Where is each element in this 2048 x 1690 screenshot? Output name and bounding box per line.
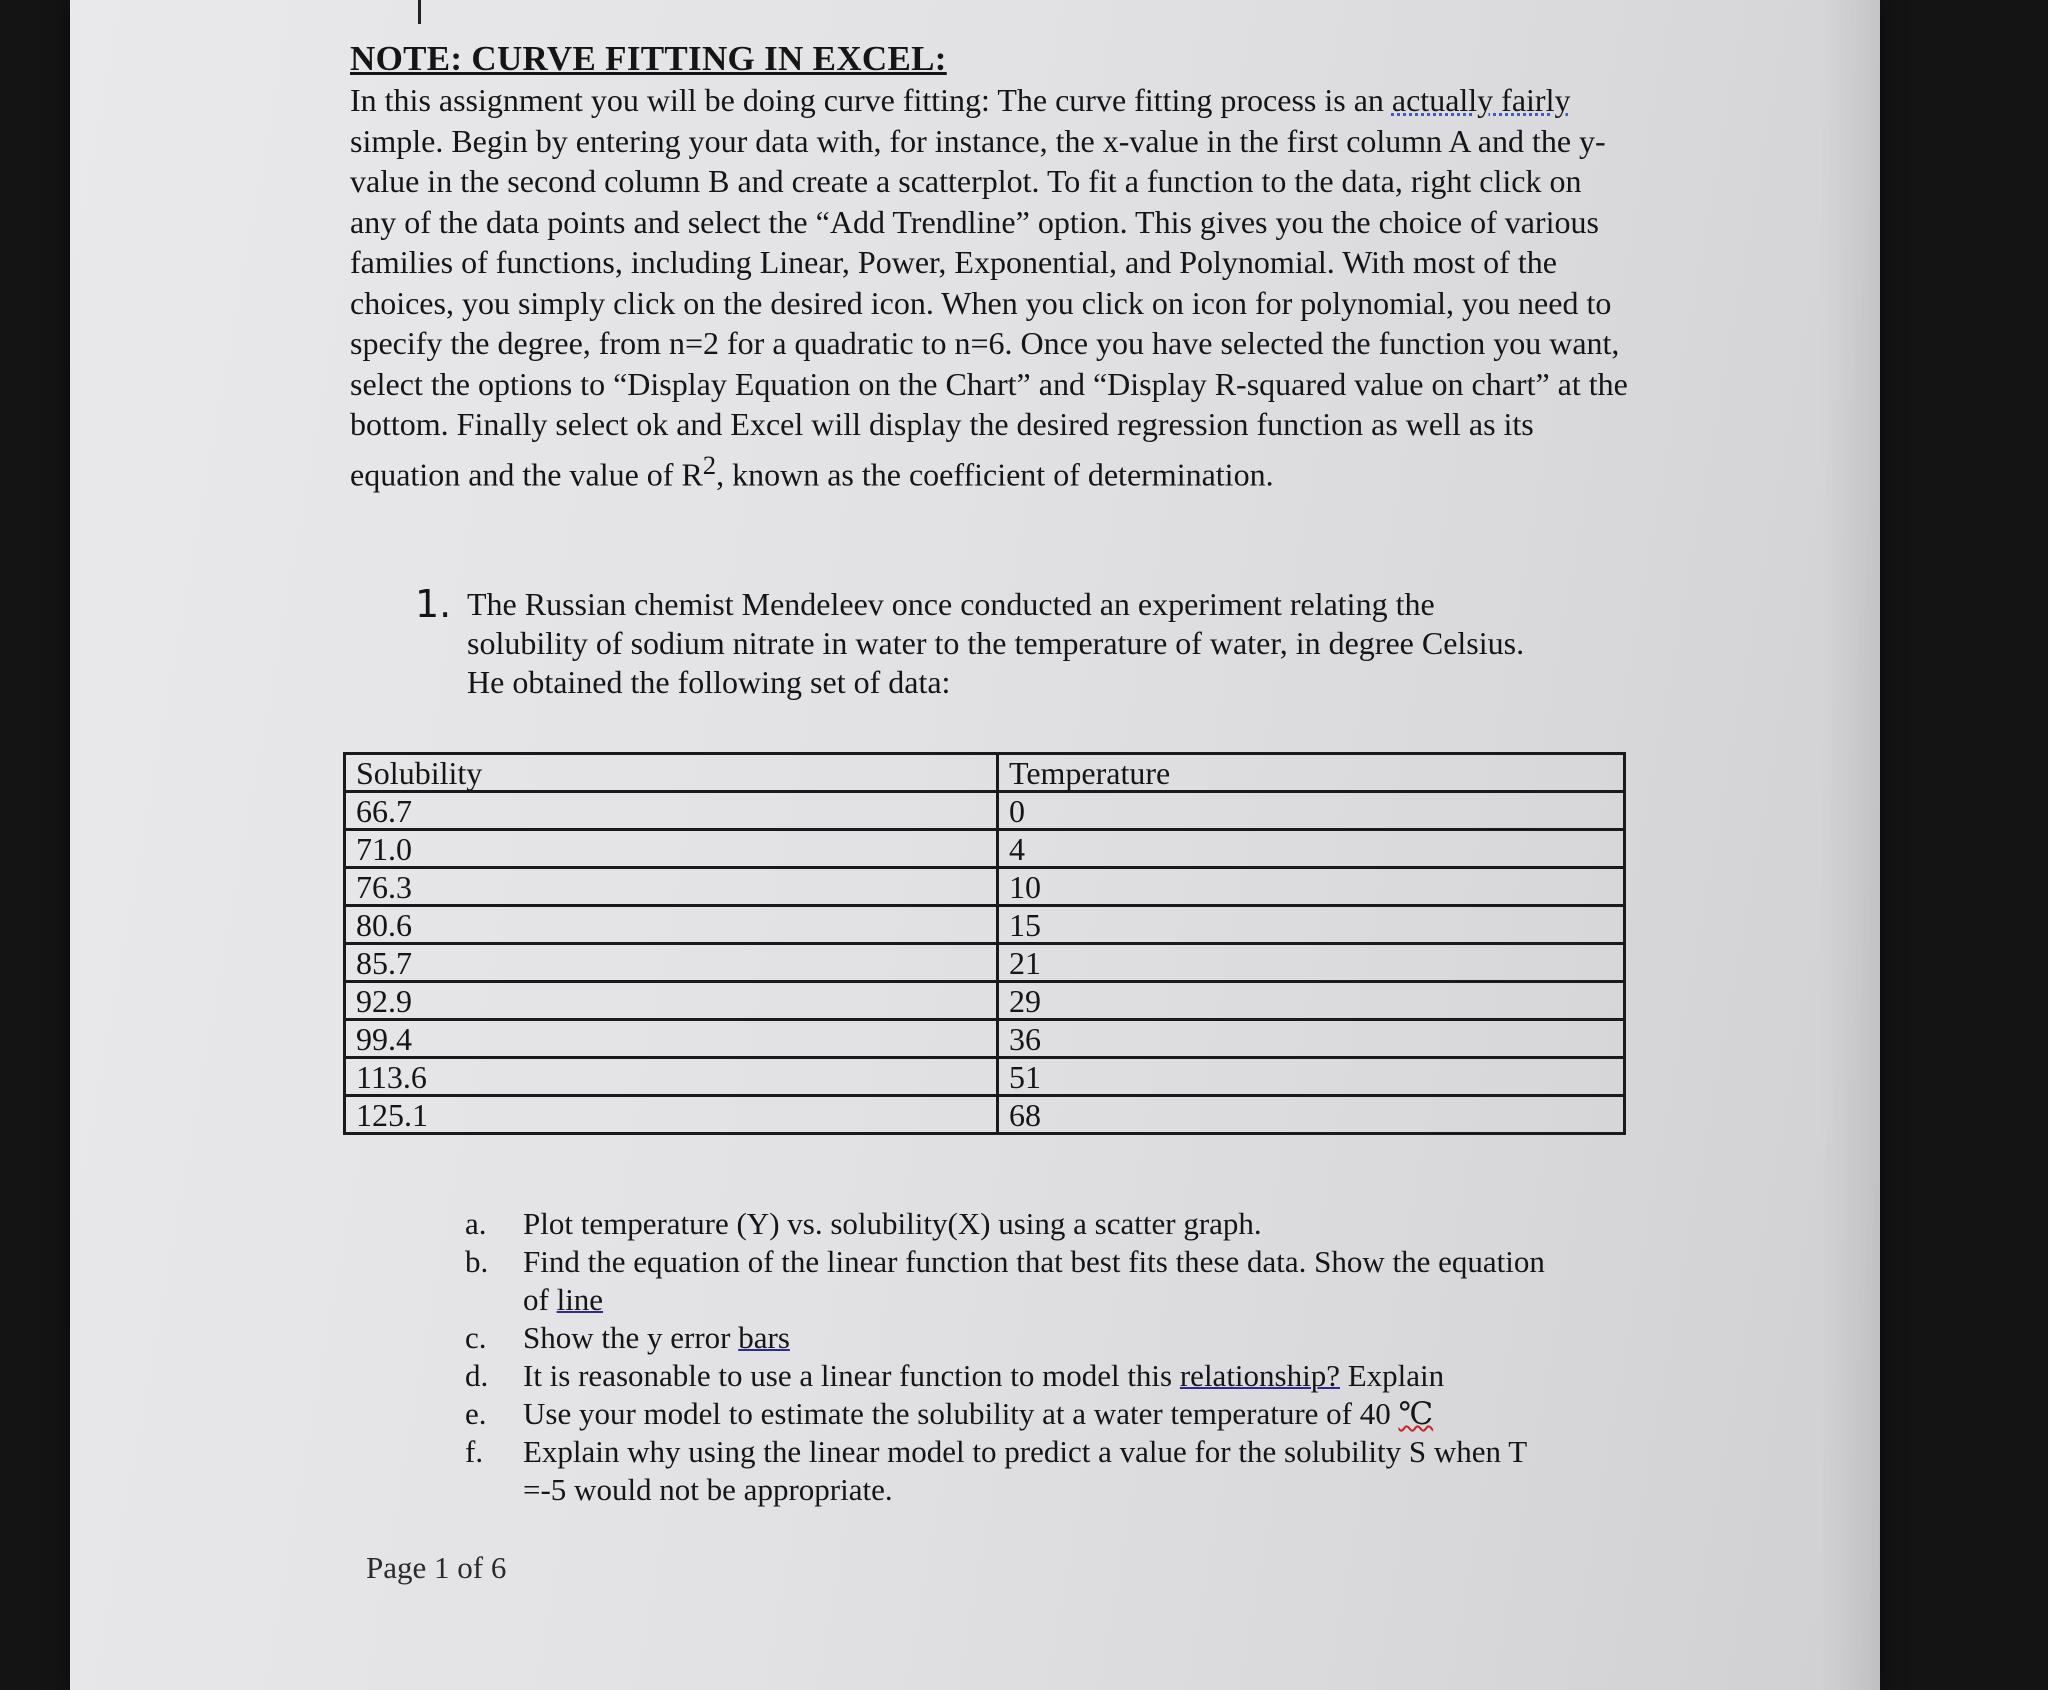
subquestion-letter: f. [465, 1434, 484, 1469]
subquestion-letter: e. [465, 1396, 487, 1431]
subquestion-text: Plot temperature (Y) vs. solubility(X) using a scatter graph. [523, 1206, 1262, 1241]
subquestion-d [465, 1357, 1565, 1395]
page-number: Page 1 of 6 [366, 1550, 507, 1585]
subquestion-e-text: Use your model to estimate the solubility at a water temperature of 40 [523, 1396, 1399, 1431]
question-text: The Russian chemist Mendeleev once conducted an experiment relating the solubility of sodium nitrate in water to the temperature of water, in degree Celsius. He obtained the following set of data: [467, 586, 1525, 700]
data-table [343, 752, 1626, 1135]
cell-solubility: 113.6 [345, 1058, 998, 1096]
subquestion-a [465, 1205, 1565, 1243]
cell-temperature: 68 [998, 1096, 1625, 1134]
question-1 [415, 582, 1545, 702]
underlined-word-bars[interactable]: bars [738, 1320, 790, 1355]
text-cursor [418, 0, 421, 24]
subquestion-f [465, 1433, 1565, 1509]
subquestion-text [523, 1395, 1565, 1433]
cell-temperature: 36 [998, 1020, 1625, 1058]
cell-solubility: 71.0 [345, 830, 998, 868]
question-number: 1. [415, 582, 452, 626]
subquestion-text: Explain why using the linear model to predict a value for the solubility S when T =-5 would not be appropriate. [523, 1434, 1527, 1507]
cell-solubility: 76.3 [345, 868, 998, 906]
cell-solubility: 66.7 [345, 792, 998, 830]
table-row [345, 1096, 1625, 1134]
table-row [345, 830, 1625, 868]
subquestion-text [523, 1357, 1565, 1395]
note-section [350, 38, 1630, 495]
subquestion-list [465, 1205, 1565, 1509]
cell-temperature: 10 [998, 868, 1625, 906]
subquestion-c [465, 1319, 1565, 1357]
cell-solubility: 85.7 [345, 944, 998, 982]
intro-paragraph [350, 80, 1630, 495]
header-solubility: Solubility [345, 754, 998, 792]
subquestion-text [523, 1243, 1565, 1319]
table-row [345, 906, 1625, 944]
cell-temperature: 51 [998, 1058, 1625, 1096]
cell-temperature: 21 [998, 944, 1625, 982]
subquestion-d-text: It is reasonable to use a linear function to model this [523, 1358, 1180, 1393]
cell-solubility: 99.4 [345, 1020, 998, 1058]
underlined-word-relationship[interactable]: relationship? [1179, 1358, 1340, 1393]
subquestion-letter: a. [465, 1206, 487, 1241]
subquestion-b [465, 1243, 1565, 1319]
cell-solubility: 125.1 [345, 1096, 998, 1134]
subquestion-c-text: Show the y error [523, 1320, 739, 1355]
cell-temperature: 29 [998, 982, 1625, 1020]
intro-text-start: In this assignment you will be doing curve fitting: The curve fitting process is an [350, 82, 1392, 118]
subquestion-d-after: Explain [1339, 1358, 1445, 1393]
subquestion-e [465, 1395, 1565, 1433]
table-header-row [345, 754, 1625, 792]
cell-solubility: 92.9 [345, 982, 998, 1020]
table-row [345, 1020, 1625, 1058]
note-title: NOTE: CURVE FITTING IN EXCEL: [350, 39, 947, 78]
r-squared-superscript: 2 [702, 449, 717, 480]
subquestion-letter: b. [465, 1244, 489, 1279]
table-row [345, 792, 1625, 830]
grammar-flag[interactable]: actually fairly [1391, 82, 1571, 118]
table-row [345, 868, 1625, 906]
subquestion-b-text: Find the equation of the linear function that best fits these data. Show the equation of [523, 1244, 1545, 1317]
cell-solubility: 80.6 [345, 906, 998, 944]
table-row [345, 944, 1625, 982]
subquestion-letter: c. [465, 1320, 487, 1355]
subquestion-text [523, 1319, 1565, 1357]
table-row [345, 1058, 1625, 1096]
spelling-flag-celsius[interactable]: ℃ [1398, 1396, 1434, 1431]
cell-temperature: 15 [998, 906, 1625, 944]
header-temperature: Temperature [998, 754, 1625, 792]
intro-text-main: simple. Begin by entering your data with, for instance, the x-value in the first column A and the y-value in the second column B and create a scatterplot. To fit a function to the data, right click on any of the data points and select the “Add Trendline” option. This gives you the choice of various families of functions, including Linear, Power, Exponential, and Polynomial. With most of the choices, you simply click on the desired icon. When you click on icon for polynomial, you need to specify the degree, from n=2 for a quadratic to n=6. Once you have selected the function you want, select the options to “Display Equation on the Chart” and “Display R-squared value on chart” at the bottom. Finally select ok and Excel will display the desired regression function as well as its equation and the value of R [350, 122, 1628, 493]
underlined-word-line[interactable]: line [556, 1282, 604, 1317]
cell-temperature: 4 [998, 830, 1625, 868]
intro-text-end: , known as the coefficient of determination. [716, 456, 1274, 493]
cell-temperature: 0 [998, 792, 1625, 830]
table-row [345, 982, 1625, 1020]
subquestion-letter: d. [465, 1358, 489, 1393]
